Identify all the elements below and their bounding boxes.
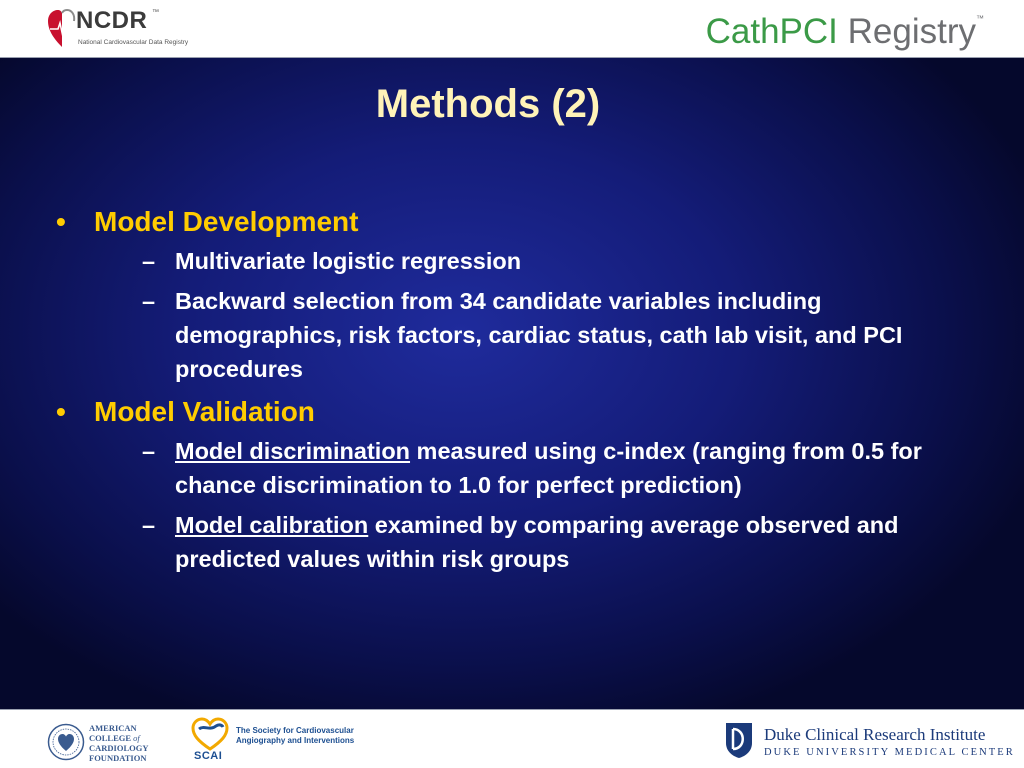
- scai-logo: [190, 717, 355, 765]
- bullet-list: [56, 196, 976, 582]
- dash-marker: –: [142, 288, 156, 314]
- dcri-logo: [724, 721, 1015, 763]
- header-bar: [0, 0, 1024, 56]
- bullet-model-validation: [56, 392, 976, 576]
- underlined-term: Model discrimination: [175, 438, 411, 464]
- registry-trademark: ™: [976, 14, 984, 23]
- acc-foundation-logo: [47, 721, 167, 765]
- dash-marker: –: [142, 512, 156, 538]
- acc-wordmark: [89, 723, 149, 763]
- scai-abbreviation: SCAI: [194, 750, 223, 762]
- sub-bullet: [94, 284, 976, 386]
- acc-line: CARDIOLOGY: [89, 743, 149, 753]
- ncdr-subtitle: National Cardiovascular Data Registry: [78, 39, 189, 46]
- sub-bullet: [94, 434, 976, 502]
- sub-bullet: [94, 244, 976, 278]
- cathpci-wordmark: CathPCI: [705, 12, 838, 51]
- ncdr-logo: [48, 7, 190, 51]
- acc-line: AMERICAN: [89, 723, 137, 733]
- acc-line: of: [133, 733, 140, 743]
- sub-bullet: [94, 508, 976, 576]
- acc-line: COLLEGE: [89, 733, 134, 743]
- slide-title: Methods (2): [375, 82, 601, 126]
- heart-pulse-icon: [48, 7, 76, 51]
- dash-marker: –: [142, 438, 156, 464]
- bullet-model-development: [56, 202, 976, 386]
- sub-bullet-text: Multivariate logistic regression: [175, 248, 522, 274]
- bullet-marker: •: [56, 396, 66, 427]
- bullet-heading: Model Development: [94, 206, 359, 237]
- dcri-name: Duke Clinical Research Institute: [764, 725, 986, 744]
- dash-marker: –: [142, 248, 156, 274]
- footer-bar: [0, 711, 1024, 768]
- underlined-term: Model calibration: [175, 512, 369, 538]
- bullet-heading: Model Validation: [94, 396, 315, 427]
- scai-heart-icon: [190, 717, 230, 751]
- bullet-marker: •: [56, 206, 66, 237]
- sub-bullet-text: measured using c-index (ranging from 0.5 for chance discrimination to 1.0 for perfect prediction): [175, 438, 922, 498]
- ncdr-wordmark: NCDR: [76, 7, 148, 34]
- acc-line: FOUNDATION: [89, 753, 147, 763]
- dcri-subtitle: DUKE UNIVERSITY MEDICAL CENTER: [764, 747, 1015, 758]
- sub-bullet-list: [94, 244, 976, 386]
- sub-bullet-text: Backward selection from 34 candidate variables including demographics, risk factors, cardiac status, cath lab visit, and PCI procedures: [175, 288, 903, 382]
- registry-wordmark: Registry: [837, 12, 976, 51]
- scai-wordmark: [236, 726, 354, 746]
- scai-line: The Society for Cardiovascular: [236, 726, 354, 735]
- acc-seal-icon: [47, 723, 85, 761]
- cathpci-registry-logo: [706, 12, 984, 52]
- ncdr-trademark: ™: [152, 9, 159, 16]
- scai-line: Angiography and Interventions: [236, 736, 355, 745]
- sub-bullet-list: [94, 434, 976, 576]
- sub-bullet-text: examined by comparing average observed and predicted values within risk groups: [175, 512, 899, 572]
- slide-panel: [0, 57, 1024, 710]
- duke-shield-icon: [724, 721, 754, 759]
